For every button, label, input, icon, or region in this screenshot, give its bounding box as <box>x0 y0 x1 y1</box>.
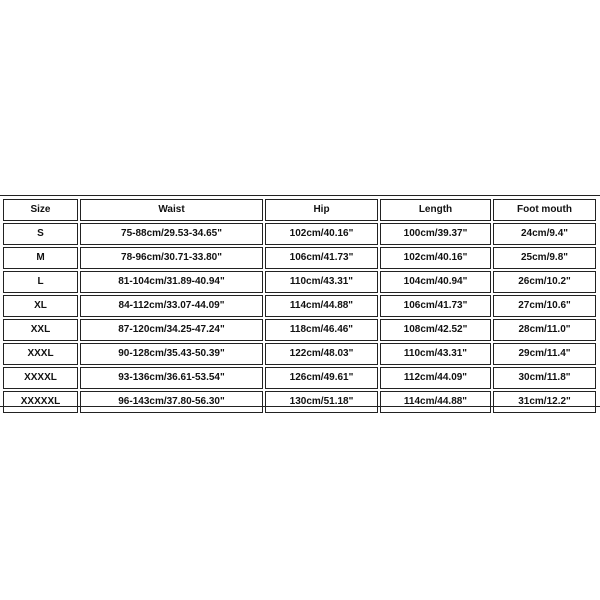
foot-mouth-cell: 24cm/9.4" <box>493 223 596 245</box>
table-row <box>3 319 596 341</box>
waist-cell: 81-104cm/31.89-40.94" <box>80 271 263 293</box>
waist-cell: 75-88cm/29.53-34.65" <box>80 223 263 245</box>
table-row <box>3 295 596 317</box>
header-length: Length <box>380 199 491 221</box>
table-row <box>3 271 596 293</box>
foot-mouth-cell: 31cm/12.2" <box>493 391 596 413</box>
size-cell: XXXXXL <box>3 391 78 413</box>
waist-cell: 84-112cm/33.07-44.09" <box>80 295 263 317</box>
length-cell: 108cm/42.52" <box>380 319 491 341</box>
header-hip: Hip <box>265 199 378 221</box>
length-cell: 104cm/40.94" <box>380 271 491 293</box>
table-row <box>3 367 596 389</box>
length-cell: 114cm/44.88" <box>380 391 491 413</box>
waist-cell: 90-128cm/35.43-50.39" <box>80 343 263 365</box>
length-cell: 106cm/41.73" <box>380 295 491 317</box>
header-foot-mouth: Foot mouth <box>493 199 596 221</box>
size-chart-table <box>1 197 598 415</box>
foot-mouth-cell: 29cm/11.4" <box>493 343 596 365</box>
hip-cell: 122cm/48.03" <box>265 343 378 365</box>
size-chart <box>0 195 600 407</box>
size-cell: XXXL <box>3 343 78 365</box>
waist-cell: 93-136cm/36.61-53.54" <box>80 367 263 389</box>
hip-cell: 130cm/51.18" <box>265 391 378 413</box>
waist-cell: 96-143cm/37.80-56.30" <box>80 391 263 413</box>
length-cell: 112cm/44.09" <box>380 367 491 389</box>
foot-mouth-cell: 27cm/10.6" <box>493 295 596 317</box>
size-cell: XL <box>3 295 78 317</box>
table-row <box>3 343 596 365</box>
table-row <box>3 223 596 245</box>
size-cell: S <box>3 223 78 245</box>
foot-mouth-cell: 30cm/11.8" <box>493 367 596 389</box>
hip-cell: 110cm/43.31" <box>265 271 378 293</box>
size-cell: M <box>3 247 78 269</box>
foot-mouth-cell: 26cm/10.2" <box>493 271 596 293</box>
header-row <box>3 199 596 221</box>
header-size: Size <box>3 199 78 221</box>
length-cell: 110cm/43.31" <box>380 343 491 365</box>
table-row <box>3 391 596 413</box>
waist-cell: 87-120cm/34.25-47.24" <box>80 319 263 341</box>
waist-cell: 78-96cm/30.71-33.80" <box>80 247 263 269</box>
hip-cell: 126cm/49.61" <box>265 367 378 389</box>
foot-mouth-cell: 28cm/11.0" <box>493 319 596 341</box>
hip-cell: 102cm/40.16" <box>265 223 378 245</box>
length-cell: 102cm/40.16" <box>380 247 491 269</box>
header-waist: Waist <box>80 199 263 221</box>
foot-mouth-cell: 25cm/9.8" <box>493 247 596 269</box>
table-row <box>3 247 596 269</box>
hip-cell: 118cm/46.46" <box>265 319 378 341</box>
length-cell: 100cm/39.37" <box>380 223 491 245</box>
size-cell: L <box>3 271 78 293</box>
hip-cell: 114cm/44.88" <box>265 295 378 317</box>
hip-cell: 106cm/41.73" <box>265 247 378 269</box>
size-cell: XXXXL <box>3 367 78 389</box>
size-cell: XXL <box>3 319 78 341</box>
